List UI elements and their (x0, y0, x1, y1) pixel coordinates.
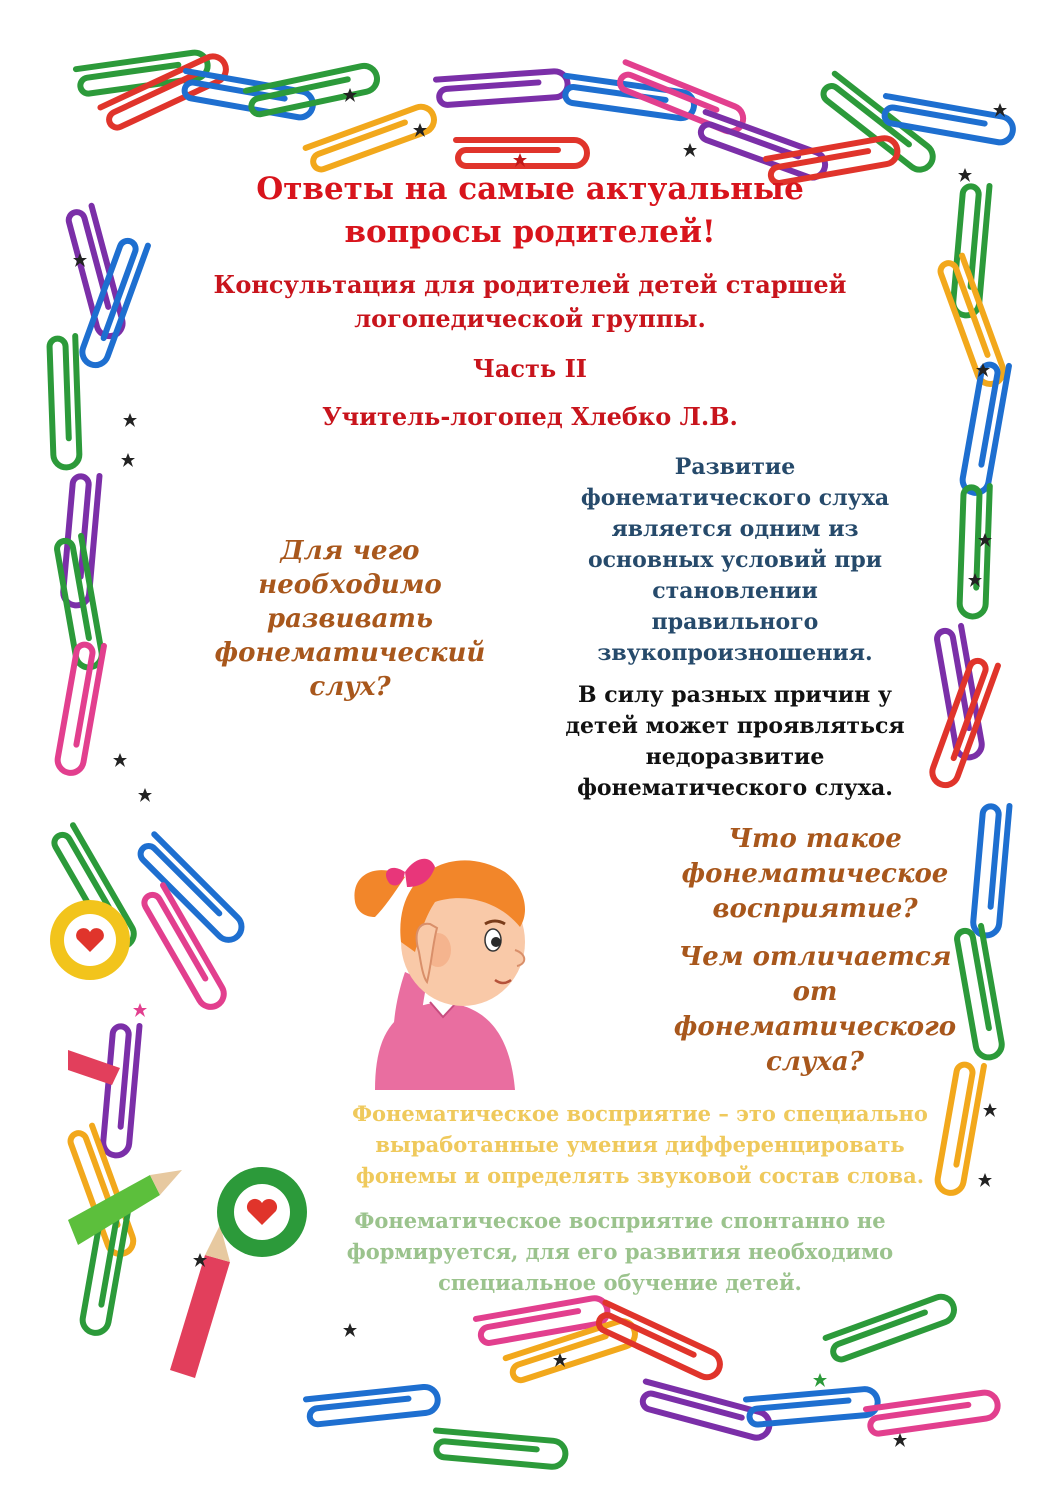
candies (50, 900, 307, 1257)
question-phonemic-hearing (200, 534, 500, 704)
author-line: Учитель-логопед Хлебко Л.В. (322, 402, 738, 431)
paragraph-line: Фонематическое восприятие – это специально (352, 1101, 928, 1126)
girl-listening-illustration (335, 832, 550, 1090)
paragraph-line: специальное обучение детей. (438, 1270, 802, 1295)
pencils (68, 1050, 230, 1378)
question-line: фонематическое (681, 859, 949, 889)
paragraph-line: недоразвитие (645, 744, 825, 770)
question-difference (660, 940, 970, 1080)
paragraph-line: фонематического слуха. (577, 775, 893, 801)
question-line: слуха? (766, 1047, 864, 1077)
paragraph-line: выработанные умения дифференцировать (375, 1132, 905, 1157)
development-paragraph (555, 452, 915, 669)
paragraph-line: детей может проявляться (565, 713, 905, 739)
paragraph-line: является одним из (611, 516, 859, 542)
question-line: фонематический (214, 638, 486, 668)
paragraph-line: становлении (652, 578, 818, 604)
paragraph-line: основных условий при (587, 547, 883, 573)
question-line: развивать (266, 604, 434, 634)
part-label: Часть II (472, 354, 588, 383)
paragraph-line: фонемы и определять звуковой состав слова. (355, 1163, 925, 1188)
top-clips (76, 51, 1015, 185)
paragraph-line: звукопроизношения. (597, 640, 873, 666)
paragraph-line: Фонематическое восприятие спонтанно не (354, 1208, 886, 1233)
training-paragraph (320, 1205, 920, 1298)
underdevelopment-paragraph (550, 680, 920, 804)
question-line: слух? (309, 672, 391, 702)
question-line: фонематического (673, 1012, 957, 1042)
question-line: Для чего (280, 536, 420, 566)
question-line: восприятие? (712, 894, 918, 924)
definition-paragraph (300, 1098, 980, 1191)
title-line: Ответы на самые актуальные (256, 171, 804, 207)
paragraph-line: фонематического слуха (580, 485, 890, 511)
question-line: Что такое (728, 824, 902, 854)
paragraph-line: формируется, для его развития необходимо (346, 1239, 894, 1264)
paragraph-line: В силу разных причин у (578, 682, 892, 708)
question-line: от (792, 977, 838, 1007)
left-clips (49, 206, 247, 1335)
paragraph-line: Развитие (674, 454, 796, 480)
bottom-clips (306, 1293, 999, 1468)
page-title (180, 168, 880, 254)
paragraph-line: правильного (651, 609, 819, 635)
question-line: необходимо (258, 570, 442, 600)
question-line: Чем отличается (678, 942, 952, 972)
subtitle (150, 268, 910, 336)
subtitle-line: Консультация для родителей детей старшей (213, 270, 847, 299)
subtitle-line: логопедической группы. (354, 304, 706, 333)
question-phonemic-perception (660, 822, 970, 927)
title-line: вопросы родителей! (344, 214, 716, 250)
